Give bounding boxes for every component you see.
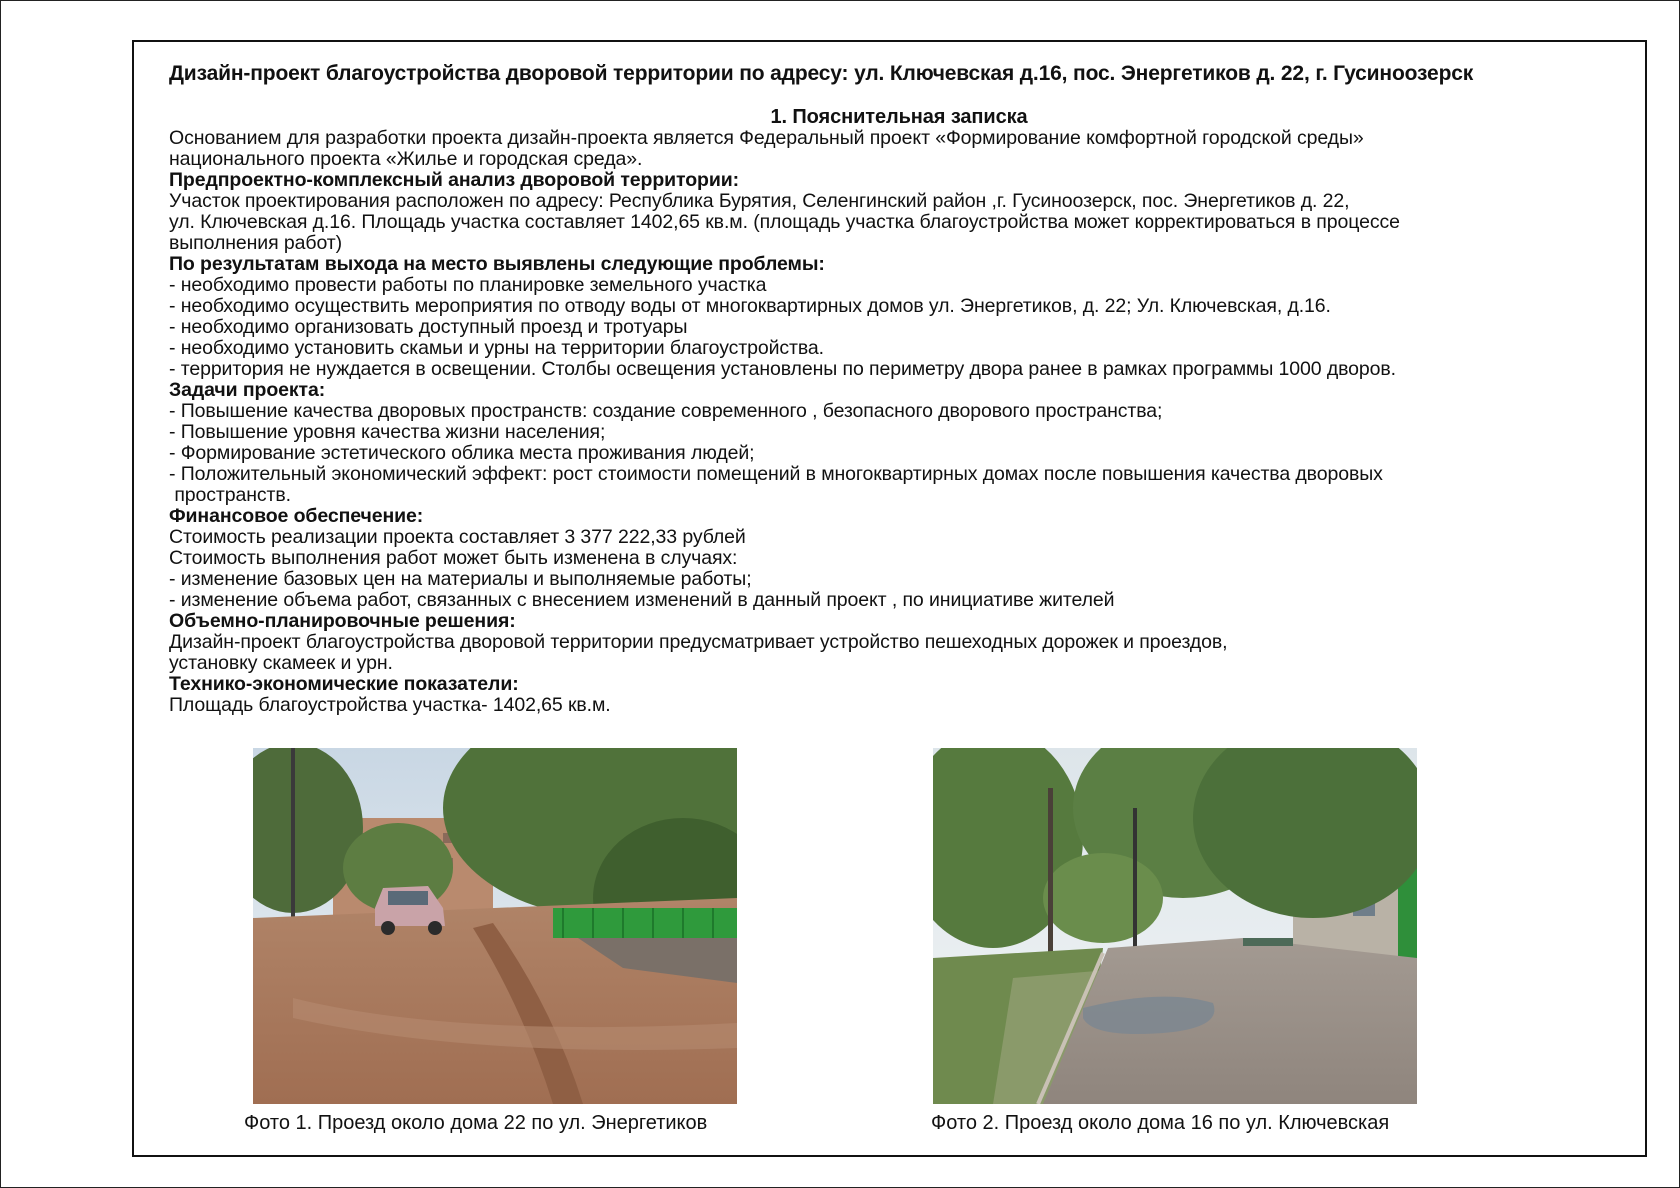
task-item: - Повышение качества дворовых пространств: создание современного , безопасного дворового пространства; bbox=[169, 400, 1163, 422]
analysis-line: Участок проектирования расположен по адресу: Республика Бурятия, Селенгинский район ,г. Гусиноозерск, пос. Энергетиков д. 22, bbox=[169, 190, 1350, 212]
problem-item: - необходимо осуществить мероприятия по отводу воды от многоквартирных домов ул. Энергетиков, д. 22; Ул. Ключевская, д.16. bbox=[169, 295, 1331, 317]
explanatory-note bbox=[169, 107, 1629, 716]
tasks-heading: Задачи проекта: bbox=[169, 379, 326, 401]
problem-item: - необходимо установить скамьи и урны на территории благоустройства. bbox=[169, 337, 824, 359]
finance-line: Стоимость выполнения работ может быть изменена в случаях: bbox=[169, 547, 738, 569]
analysis-heading: Предпроектно-комплексный анализ дворовой территории: bbox=[169, 169, 740, 191]
task-item: - Формирование эстетического облика места проживания людей; bbox=[169, 442, 755, 464]
finance-line: - изменение базовых цен на материалы и выполняемые работы; bbox=[169, 568, 752, 590]
task-item: - Повышение уровня качества жизни населения; bbox=[169, 421, 606, 443]
photo-driveway-energetikov bbox=[253, 748, 737, 1104]
indicators-line: Площадь благоустройства участка- 1402,65 кв.м. bbox=[169, 694, 611, 716]
planning-line: установку скамеек и урн. bbox=[169, 652, 393, 674]
intro-line: Основанием для разработки проекта дизайн-проекта является Федеральный проект «Формирование комфортной городской среды» bbox=[169, 127, 1364, 149]
problem-item: - необходимо провести работы по планировке земельного участка bbox=[169, 274, 767, 296]
analysis-line: ул. Ключевская д.16. Площадь участка составляет 1402,65 кв.м. (площадь участка благоустройства может корректироваться в процессе bbox=[169, 211, 1400, 233]
indicators-heading: Технико-экономические показатели: bbox=[169, 673, 519, 695]
photo-driveway-klyuchevskaya bbox=[933, 748, 1417, 1104]
planning-line: Дизайн-проект благоустройства дворовой территории предусматривает устройство пешеходных дорожек и проездов, bbox=[169, 631, 1228, 653]
document-frame bbox=[132, 40, 1647, 1157]
problem-item: - необходимо организовать доступный проезд и тротуары bbox=[169, 316, 688, 338]
analysis-line: выполнения работ) bbox=[169, 232, 342, 254]
problems-heading: По результатам выхода на место выявлены следующие проблемы: bbox=[169, 253, 825, 275]
section-heading: 1. Пояснительная записка bbox=[770, 106, 1028, 128]
photo-2-caption: Фото 2. Проезд около дома 16 по ул. Ключевская bbox=[931, 1112, 1390, 1134]
problem-item: - территория не нуждается в освещении. Столбы освещения установлены по периметру двора ранее в рамках программы 1000 дворов. bbox=[169, 358, 1396, 380]
intro-line: национального проекта «Жилье и городская среда». bbox=[169, 148, 643, 170]
photo-1-caption: Фото 1. Проезд около дома 22 по ул. Энергетиков bbox=[244, 1112, 708, 1134]
finance-line: - изменение объема работ, связанных с внесением изменений в данный проект , по инициативе жителей bbox=[169, 589, 1115, 611]
document-title: Дизайн-проект благоустройства дворовой территории по адресу: ул. Ключевская д.16, пос. Энергетиков д. 22, г. Гусиноозерск bbox=[169, 62, 1474, 85]
planning-heading: Объемно-планировочные решения: bbox=[169, 610, 516, 632]
task-item: пространств. bbox=[169, 484, 291, 506]
task-item: - Положительный экономический эффект: рост стоимости помещений в многоквартирных домах после повышения качества дворовых bbox=[169, 463, 1383, 485]
finance-line: Стоимость реализации проекта составляет 3 377 222,33 рублей bbox=[169, 526, 746, 548]
finance-heading: Финансовое обеспечение: bbox=[169, 505, 424, 527]
